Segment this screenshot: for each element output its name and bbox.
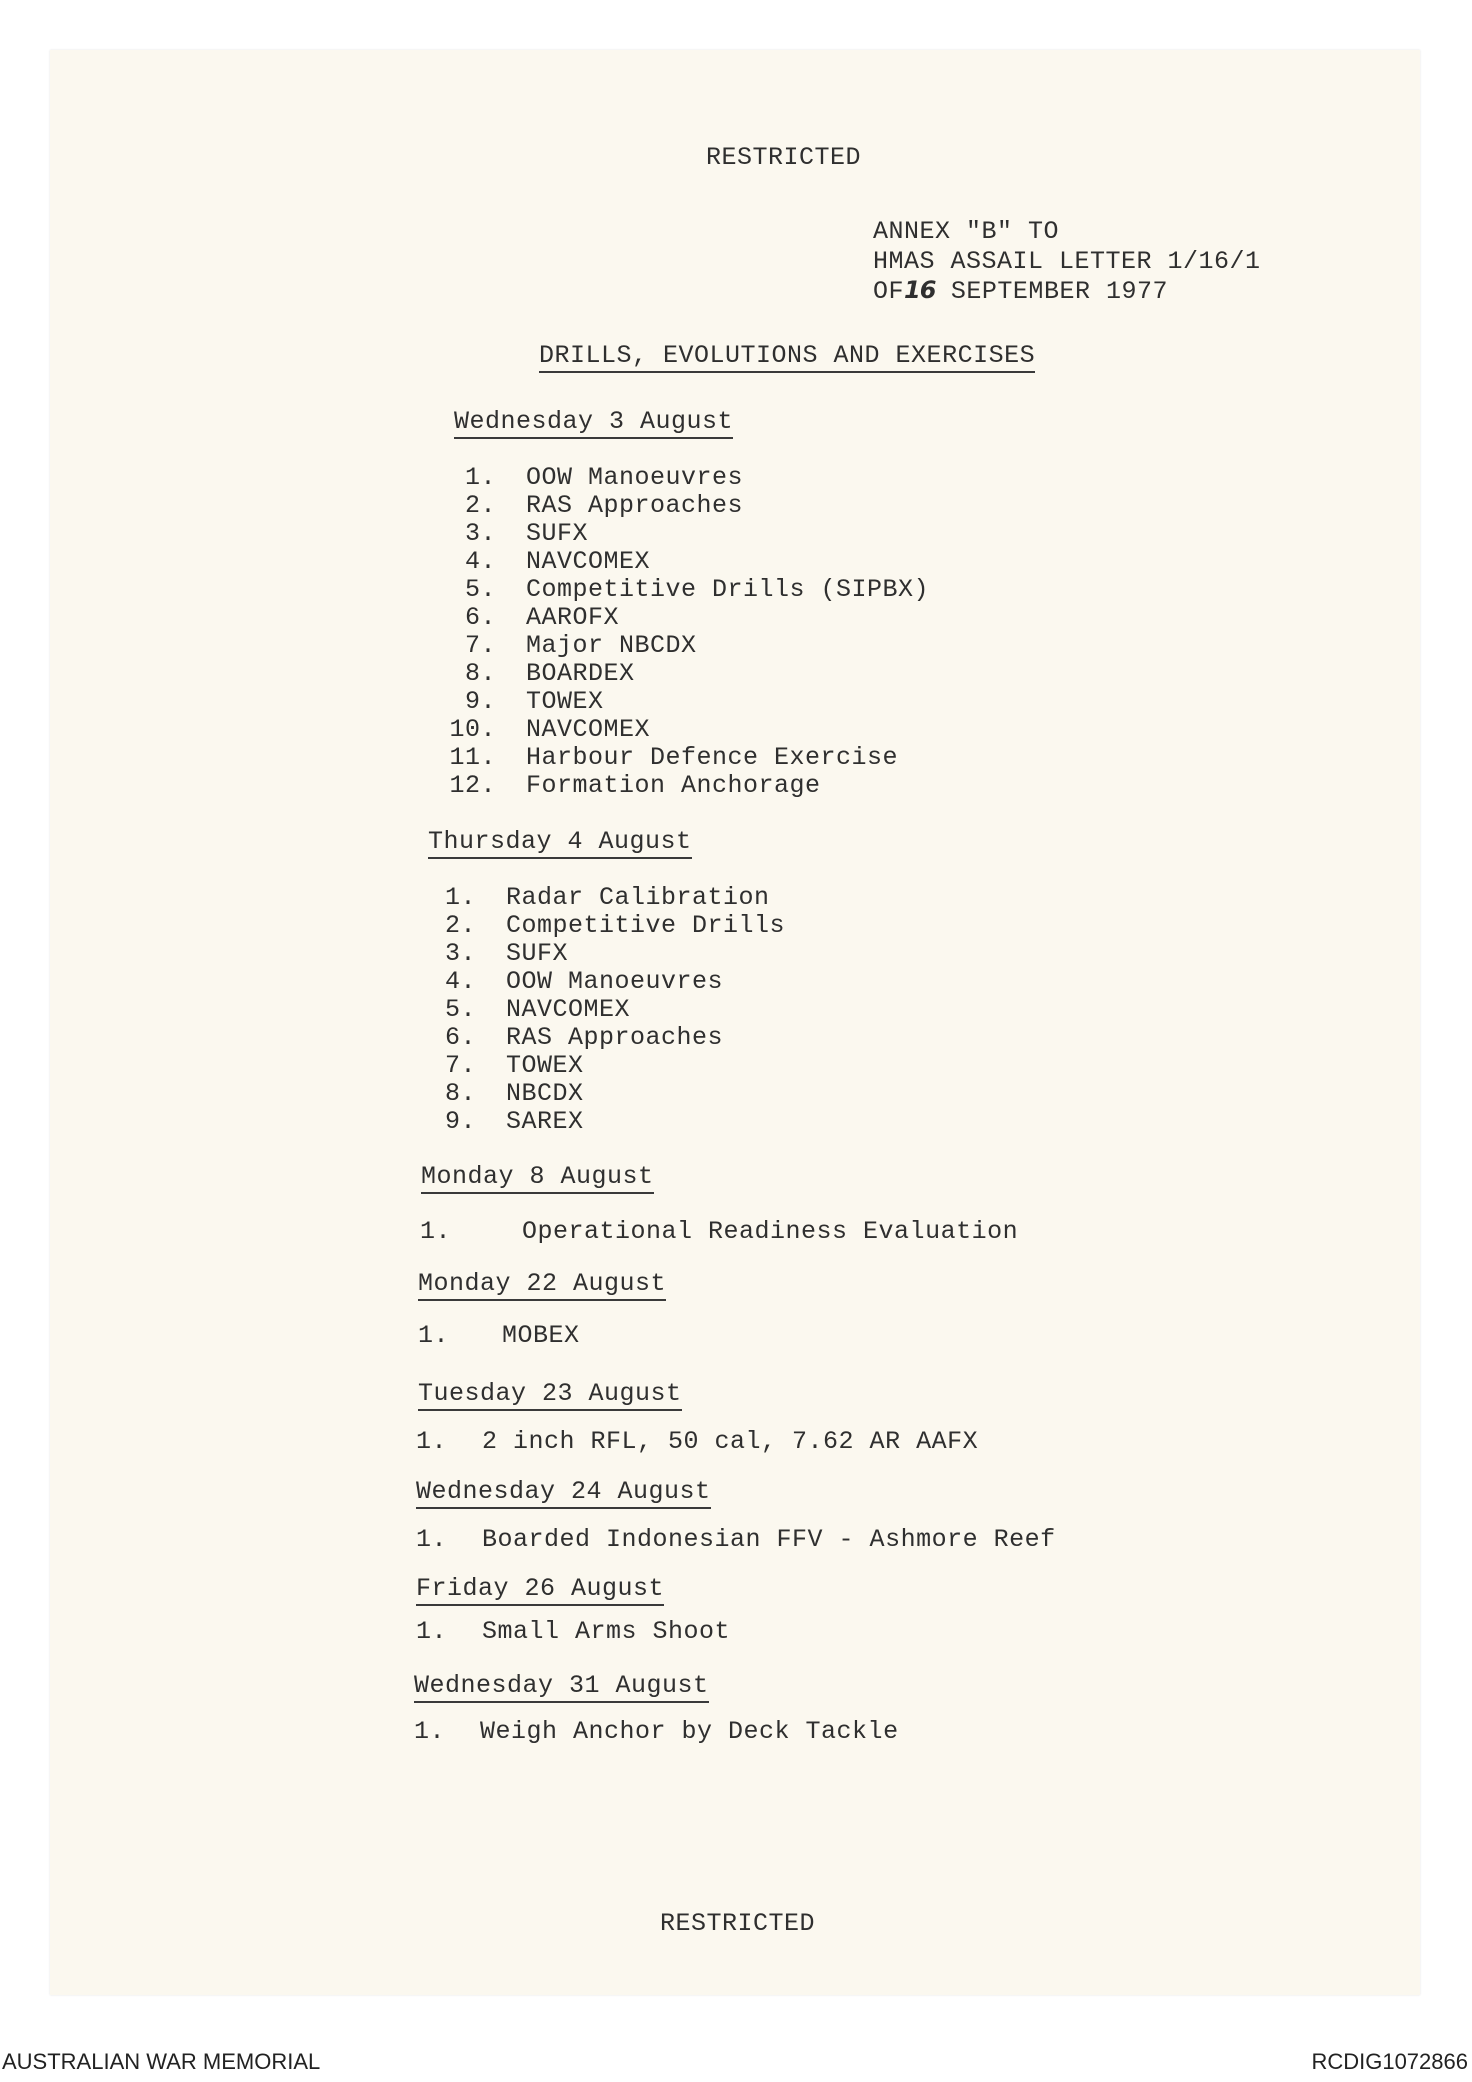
list-item [430,660,635,687]
item-number: 2. [464,491,496,520]
item-text: Small Arms Shoot [482,1617,731,1646]
section-date: Wednesday 3 August [454,408,733,439]
item-number: 8. [444,1079,476,1108]
footer-record-id: RCDIG1072866 [1311,2049,1468,2074]
section-date: Monday 22 August [418,1270,666,1301]
classification-bottom: RESTRICTED [660,1909,816,1938]
item-number: 3. [444,939,476,968]
item-number: 6. [444,1023,476,1052]
item-number: 12. [449,771,496,800]
item-number: 1. [464,463,496,492]
list-item [416,1428,978,1455]
item-text: Competitive Drills [506,911,786,940]
section-date: Wednesday 24 August [416,1478,711,1509]
section-date: Tuesday 23 August [418,1380,682,1411]
list-item [410,1080,584,1107]
item-text: AAROFX [526,603,620,632]
annex-line-3-suffix: SEPTEMBER 1977 [935,277,1168,306]
item-text: SUFX [506,939,569,968]
item-number: 1. [416,1525,448,1554]
item-text: TOWEX [526,687,604,716]
item-number: 8. [464,659,496,688]
item-number: 3. [464,519,496,548]
item-number: 4. [464,547,496,576]
item-number: 10. [449,715,496,744]
item-text: TOWEX [506,1051,584,1080]
list-item [418,1322,580,1349]
list-item [430,520,588,547]
item-number: 11. [449,743,496,772]
section-date: Thursday 4 August [428,828,692,859]
annex-line-3-prefix: OF [873,277,905,306]
item-text: NBCDX [506,1079,584,1108]
item-number: 6. [464,603,496,632]
item-text: Formation Anchorage [526,771,821,800]
document-title: DRILLS, EVOLUTIONS AND EXERCISES [539,342,1035,373]
list-item [430,716,650,743]
list-item [410,1024,723,1051]
section-date: Friday 26 August [416,1575,664,1606]
item-text: SAREX [506,1107,584,1136]
item-number: 7. [464,631,496,660]
item-number: 1. [444,883,476,912]
item-number: 9. [444,1107,476,1136]
list-item [430,576,929,603]
list-item [430,548,650,575]
item-number: 4. [444,967,476,996]
item-text: NAVCOMEX [526,715,651,744]
handwritten-day: 16 [904,276,936,304]
annex-line-3 [873,276,1168,306]
list-item [410,884,770,911]
list-item [420,1218,1018,1245]
list-item [410,912,785,939]
item-number: 1. [420,1217,452,1246]
footer-institution: AUSTRALIAN WAR MEMORIAL [2,2049,321,2074]
list-item [430,492,743,519]
item-number: 1. [414,1717,446,1746]
item-text: Competitive Drills (SIPBX) [526,575,930,604]
item-text: BOARDEX [526,659,635,688]
item-number: 2. [444,911,476,940]
item-text: MOBEX [502,1321,580,1350]
item-text: OOW Manoeuvres [526,463,744,492]
item-number: 9. [464,687,496,716]
list-item [430,772,821,799]
item-number: 1. [418,1321,450,1350]
item-text: Operational Readiness Evaluation [522,1217,1019,1246]
item-text: OOW Manoeuvres [506,967,724,996]
item-text: NAVCOMEX [526,547,651,576]
item-text: SUFX [526,519,589,548]
list-item [410,968,723,995]
item-text: Major NBCDX [526,631,697,660]
list-item [416,1526,1056,1553]
item-text: RAS Approaches [526,491,744,520]
list-item [410,1108,584,1135]
list-item [414,1718,899,1745]
classification-top: RESTRICTED [706,143,862,172]
list-item [410,940,568,967]
annex-line-1: ANNEX "B" TO [873,217,1060,246]
item-text: NAVCOMEX [506,995,631,1024]
section-date: Monday 8 August [421,1163,654,1194]
list-item [410,996,630,1023]
item-number: 5. [444,995,476,1024]
list-item [430,744,898,771]
annex-line-2: HMAS ASSAIL LETTER 1/16/1 [873,247,1261,276]
item-text: Harbour Defence Exercise [526,743,899,772]
item-number: 5. [464,575,496,604]
list-item [430,688,604,715]
item-text: Boarded Indonesian FFV - Ashmore Reef [482,1525,1056,1554]
item-number: 7. [444,1051,476,1080]
item-text: Weigh Anchor by Deck Tackle [480,1717,899,1746]
list-item [416,1618,730,1645]
list-item [430,632,697,659]
list-item [430,604,619,631]
item-text: 2 inch RFL, 50 cal, 7.62 AR AAFX [482,1427,979,1456]
section-date: Wednesday 31 August [414,1672,709,1703]
list-item [430,464,743,491]
item-text: Radar Calibration [506,883,770,912]
list-item [410,1052,584,1079]
item-text: RAS Approaches [506,1023,724,1052]
item-number: 1. [416,1427,448,1456]
item-number: 1. [416,1617,448,1646]
